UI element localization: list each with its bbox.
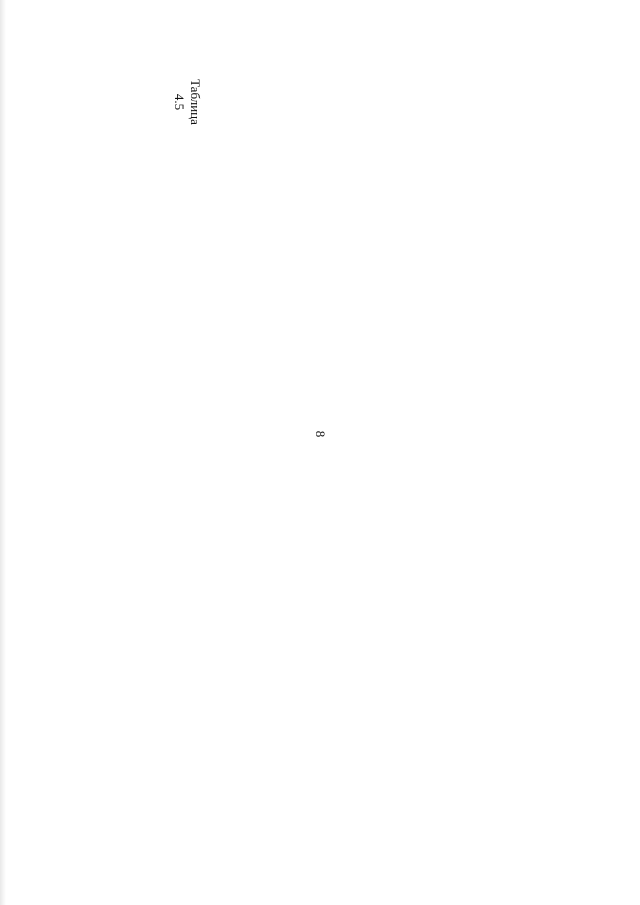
scan-edge [0, 0, 6, 905]
table-caption: Таблица 4.5 [172, 79, 203, 125]
page-number: 8 [313, 430, 328, 438]
